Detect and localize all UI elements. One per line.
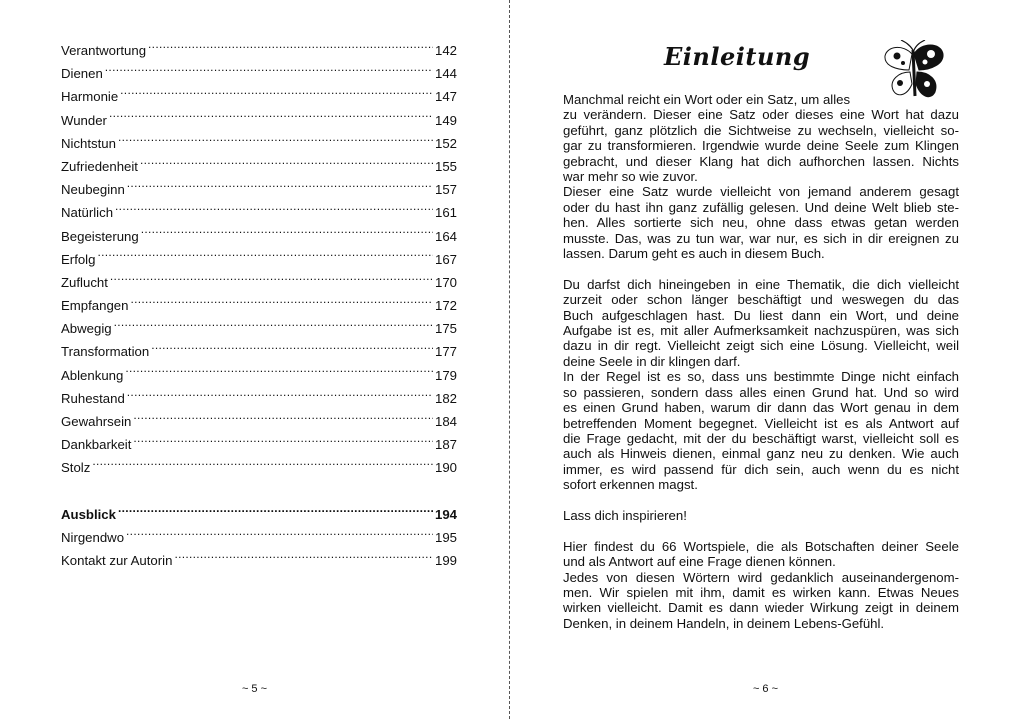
toc-dot-leader [127,391,433,403]
text-line: die Frage gedacht, mit der du beschäftigt warst, vielleicht soll es [563,430,959,446]
paragraph-gap [563,493,959,508]
toc-entry-title: Dankbarkeit [61,437,132,453]
toc-entry-page: 187 [434,437,457,453]
toc-entry-page: 194 [434,506,457,522]
text-line: oder du hast ihn ganz zufällig gelesen. Und deine Welt blieb ste- [563,199,959,215]
text-line: Jedes von diesen Wörtern wird gedanklich auseinandergenom- [563,569,959,585]
text-line: und als Antwort auf eine Frage dienen können. [563,554,836,570]
toc-dot-leader [97,252,433,264]
toc-entry-title: Abwegig [61,321,112,337]
text-line: gebracht, und dieser Klang hat dich aufhorchen lassen. Nichts [563,153,959,169]
text-line: wirken vielleicht. Damit es dann wieder Wirkung zeigt in deinem [563,600,959,616]
toc-entry-page: 175 [434,321,457,337]
toc-entry-page: 199 [434,553,457,569]
toc-dot-leader [133,414,433,426]
text-line: Manchmal reicht ein Wort oder ein Satz, um alles [563,92,851,107]
toc-entry-title: Kontakt zur Autorin [61,553,173,569]
toc-entry [61,85,457,108]
introduction-text [563,92,959,631]
toc-entry-page: 149 [434,112,457,128]
toc-entry-title: Transformation [61,344,150,360]
left-page [0,0,509,719]
toc-dot-leader [110,275,433,287]
toc-entry-page: 172 [434,298,457,314]
toc-entry [61,456,457,479]
page-divider [509,0,510,719]
toc-entry [61,39,457,62]
toc-entry-page: 182 [434,390,457,406]
text-line: Dieser eine Satz wurde vielleicht von jemand anderem gesagt [563,184,959,200]
toc-entry [61,62,457,85]
toc-entry-title: Dienen [61,66,103,82]
toc-dot-leader [133,437,433,449]
toc-dot-leader [126,530,433,542]
text-line: Hier findest du 66 Wortspiele, die als Botschaften deiner Seele [563,538,959,554]
paragraph-gap [563,261,959,276]
toc-entry-title: Zufriedenheit [61,158,138,174]
text-line: men. Wir spielen mit ihm, damit es wirken kann. Etwas Neues [563,584,959,600]
toc-entry-title: Harmonie [61,89,119,105]
toc-dot-leader [118,507,433,519]
table-of-contents [61,39,457,572]
text-line: geführt, ganz plötzlich die Sichtweise zu wechseln, vielleicht so- [563,122,959,138]
toc-dot-leader [125,368,433,380]
toc-entry-page: 147 [434,89,457,105]
toc-dot-leader [151,344,433,356]
toc-entry-title: Nichtstun [61,135,116,151]
toc-entry [61,294,457,317]
toc-entry-page: 170 [434,274,457,290]
text-line: so passieren, sondern dass alles einen Grund hat. Und so wird [563,384,959,400]
toc-entry [61,317,457,340]
toc-entry [61,225,457,248]
text-line: dazu in dir regt. Vielleicht zeigt sich eine Lösung. Vielleicht, weil [563,338,959,354]
toc-entry-title: Gewahrsein [61,414,132,429]
text-line: Aufgabe ist es, mit aller Aufmerksamkeit nachzuspüren, was sich [563,323,959,339]
toc-entry-title: Wunder [61,112,107,128]
toc-dot-leader [114,321,433,333]
text-line: hen. Alles sortierte sich neu, ohne dass etwas getan werden [563,215,959,231]
text-line: auch als Hinweis dienen, einmal ganz neu zu denken. Wie auch [563,446,959,462]
toc-entry [61,132,457,155]
toc-entry [61,433,457,456]
text-line: Lass dich inspirieren! [563,507,687,523]
toc-entry-page: 167 [434,251,457,267]
toc-entry-page: 157 [434,182,457,198]
text-line: Denken, in deinem Handeln, in deinem Lebens-Gefühl. [563,615,885,631]
toc-entry-title: Verantwortung [61,43,147,58]
toc-entry-page: 184 [434,414,457,429]
text-line: immer, es wird passend für dich sein, auch wenn du es nicht [563,461,959,477]
toc-entry-page: 190 [434,460,457,476]
toc-entry [61,410,457,433]
toc-entry-title: Empfangen [61,298,129,314]
toc-dot-leader [140,159,433,171]
toc-entry-title: Begeisterung [61,228,139,244]
text-line: zurzeit oder schon länger beschäftigt und weswegen du das [563,292,959,308]
toc-entry-title: Ausblick [61,506,116,522]
toc-entry-title: Stolz [61,460,91,476]
toc-entry-title: Nirgendwo [61,529,125,545]
text-line: In der Regel ist es so, dass uns bestimmte Dinge nicht einfach [563,369,959,385]
text-line: Du darfst dich hineingeben in eine Thematik, die dich vielleicht [563,276,959,292]
chapter-heading: Einleitung [664,42,811,71]
toc-entry [61,201,457,224]
text-line: musste. Das, was zu tun war, war nur, es sich in dir ereignen zu [563,230,959,246]
toc-dot-leader [148,43,433,55]
toc-dot-leader [141,229,433,241]
toc-dot-leader [118,136,433,148]
text-line: lassen. Darum geht es auch in diesem Buch. [563,246,825,262]
toc-entry [61,340,457,363]
toc-entry [61,549,457,572]
toc-entry [61,178,457,201]
toc-dot-leader [127,182,433,194]
toc-entry-page: 177 [434,344,457,360]
text-line: deine Seele in dir klingen darf. [563,353,741,369]
text-line: sofort erkennen magst. [563,477,698,493]
toc-entry-title: Ablenkung [61,367,124,383]
toc-spacer [61,480,457,503]
toc-dot-leader [130,298,433,310]
text-line: Buch aufgeschlagen hast. Du liest dann ein Wort, und deine [563,307,959,323]
toc-dot-leader [109,113,433,125]
toc-entry [61,387,457,410]
text-line: betreffenden Moment begegnet. Vielleicht ist es als Antwort auf [563,415,959,431]
toc-entry [61,271,457,294]
toc-entry-page: 144 [434,66,457,82]
toc-entry-page: 164 [434,228,457,244]
right-page-number: ~ 6 ~ [752,683,779,695]
toc-dot-leader [120,89,433,101]
toc-entry-page: 161 [434,205,457,221]
toc-entry [61,364,457,387]
toc-entry [61,248,457,271]
text-line: gar zu transformieren. Irgendwie wurde deine Seele zum Klingen [563,138,959,154]
toc-entry-title: Erfolg [61,251,96,267]
toc-dot-leader [105,66,433,78]
text-line: es einen Grund haben, warum dir dann das Wort genau in dem [563,400,959,416]
toc-entry-title: Neubeginn [61,182,125,198]
paragraph-gap [563,523,959,538]
toc-section-entry [61,503,457,526]
text-line: war mehr so wie zuvor. [563,169,698,185]
toc-dot-leader [92,460,433,472]
right-page [511,0,1020,719]
toc-entry-page: 179 [434,367,457,383]
toc-entry-title: Natürlich [61,205,114,221]
toc-entry-page: 152 [434,135,457,151]
toc-dot-leader [174,553,433,565]
toc-entry [61,526,457,549]
toc-entry-title: Ruhestand [61,390,125,406]
toc-entry [61,155,457,178]
left-page-number: ~ 5 ~ [241,683,268,695]
text-line: zu verändern. Dieser eine Satz oder dieses eine Wort hat dazu [563,107,959,123]
toc-dot-leader [115,205,433,217]
toc-entry [61,109,457,132]
toc-entry-page: 142 [434,43,457,58]
toc-entry-title: Zuflucht [61,274,108,290]
toc-entry-page: 195 [434,529,457,545]
toc-entry-page: 155 [434,158,457,174]
